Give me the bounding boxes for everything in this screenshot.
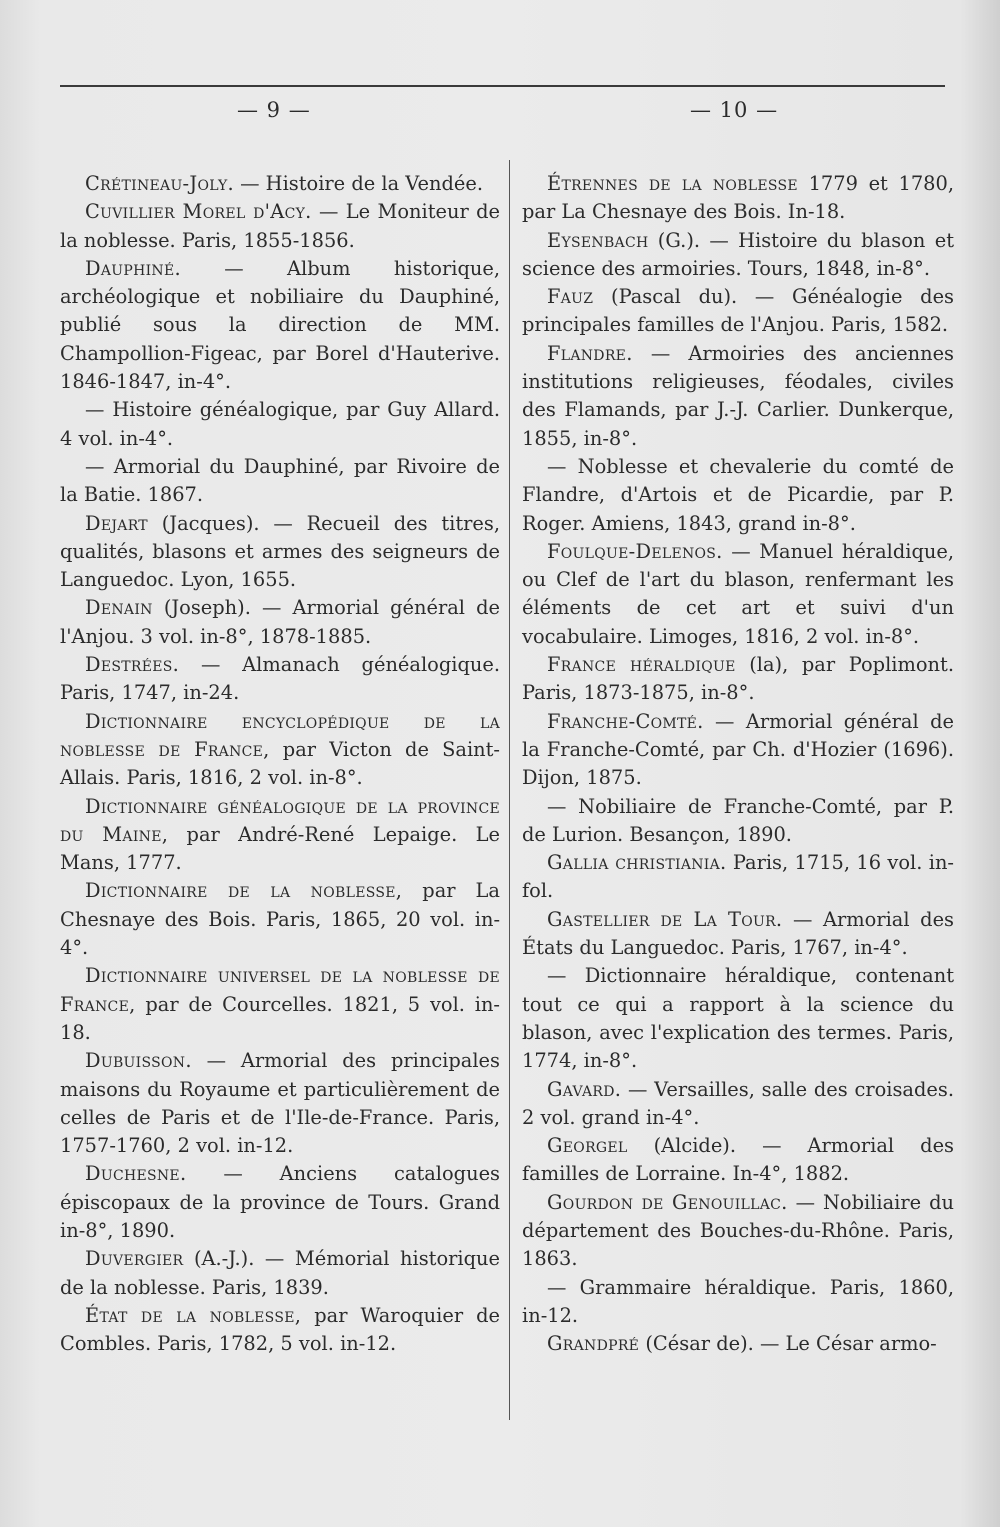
- bibliography-entry: [60, 877, 500, 962]
- bibliography-entry: [522, 453, 954, 538]
- entry-text: — Grammaire héraldique. Paris, 1860, in-12.: [522, 1275, 954, 1327]
- entry-text: (Joseph). — Armorial général de l'Anjou. 3 vol. in-8°, 1878-1885.: [60, 596, 500, 648]
- entry-text: — Armorial des États du Languedoc. Paris, 1767, in-4°.: [522, 907, 954, 960]
- bibliography-entry: [522, 651, 954, 708]
- entry-text: (Alcide). — Armorial des familles de Lorraine. In-4°, 1882.: [522, 1134, 954, 1186]
- bibliography-entry: [60, 1047, 500, 1160]
- bibliography-entry: [60, 651, 500, 708]
- entry-text: (G.). — Histoire du blason et science des armoiries. Tours, 1848, in-8°.: [522, 228, 954, 280]
- entry-heading: Gourdon de Genouillac.: [547, 1190, 788, 1214]
- entry-text: — Armorial général de la Franche-Comté, par Ch. d'Hozier (1696). Dijon, 1875.: [522, 709, 954, 790]
- entry-heading: Dejart: [85, 511, 148, 535]
- entry-heading: Cuvillier Morel d'Acy.: [85, 200, 312, 224]
- bibliography-entry: [522, 793, 954, 850]
- entry-text: — Nobiliaire de Franche-Comté, par P. de Lurion. Besançon, 1890.: [522, 794, 954, 846]
- entry-text: — Armorial du Dauphiné, par Rivoire de la Batie. 1867.: [60, 454, 500, 507]
- bibliography-entry: [60, 255, 500, 396]
- left-column: [60, 170, 500, 1358]
- entry-heading: Gastellier de La Tour.: [547, 907, 783, 931]
- entry-heading: Duchesne.: [85, 1162, 187, 1186]
- entry-heading: Dauphiné.: [85, 256, 181, 280]
- entry-heading: Gallia christiania.: [547, 851, 727, 875]
- entry-text: — Armoiries des anciennes institutions religieuses, féodales, civiles des Flamands, par J.-J. Carlier. Dunkerque, 1855, in-8°.: [522, 341, 954, 450]
- entry-text: par Victon de Saint-Allais. Paris, 1816, 2 vol. in-8°.: [60, 737, 500, 790]
- entry-heading: Dictionnaire de la noblesse,: [85, 879, 403, 903]
- entry-text: — Histoire de la Vendée.: [233, 172, 484, 195]
- entry-text: Paris, 1715, 16 vol. in-fol.: [522, 851, 954, 903]
- bibliography-entry: [522, 1076, 954, 1133]
- entry-text: — Noblesse et chevalerie du comté de Flandre, d'Artois et de Picardie, par P. Roger. Amiens, 1843, grand in-8°.: [522, 454, 954, 535]
- page-number-left: — 9 —: [237, 98, 311, 122]
- entry-heading: Duvergier: [85, 1247, 184, 1271]
- entry-text: (A.-J.). — Mémorial historique de la noblesse. Paris, 1839.: [60, 1247, 500, 1299]
- bibliography-entry: [522, 1189, 954, 1274]
- entry-text: par André-René Lepaige. Le Mans, 1777.: [60, 822, 500, 875]
- entry-heading: Flandre.: [547, 341, 633, 365]
- entry-heading: Franche-Comté.: [547, 709, 704, 733]
- entry-heading: Denain: [85, 596, 153, 620]
- bibliography-entry: [60, 962, 500, 1047]
- bibliography-entry: [522, 1330, 954, 1358]
- entry-text: — Album historique, archéologique et nobiliaire du Dauphiné, publié sous la direction de MM. Champollion-Figeac, par Borel d'Hauterive. 1846-1847, in-4°.: [60, 256, 500, 394]
- entry-text: (Jacques). — Recueil des titres, qualités, blasons et armes des seigneurs de Languedoc. Lyon, 1655.: [60, 511, 500, 592]
- bibliography-entry: [522, 283, 954, 340]
- bibliography-entry: [522, 538, 954, 651]
- entry-text: — Anciens catalogues épiscopaux de la province de Tours. Grand in-8°, 1890.: [60, 1162, 500, 1242]
- entry-text: par La Chesnaye des Bois. Paris, 1865, 20 vol. in-4°.: [60, 879, 500, 960]
- entry-heading: Destrées.: [85, 653, 180, 677]
- entry-heading: France héraldique: [547, 653, 736, 677]
- bibliography-entry: [522, 1274, 954, 1331]
- entry-text: — Almanach généalogique. Paris, 1747, in-24.: [60, 653, 500, 705]
- entry-text: (Pascal du). — Généalogie des principales familles de l'Anjou. Paris, 1582.: [522, 285, 954, 337]
- bibliography-entry: [60, 396, 500, 453]
- bibliography-entry: [60, 793, 500, 878]
- entry-heading: État de la noblesse,: [85, 1303, 302, 1327]
- bibliography-entry: [60, 510, 500, 595]
- bibliography-entry: [60, 594, 500, 651]
- bibliography-entry: [522, 1132, 954, 1189]
- bibliography-entry: [522, 227, 954, 284]
- bibliography-entry: [60, 170, 500, 198]
- top-rule: [60, 85, 945, 87]
- bibliography-entry: [522, 170, 954, 227]
- entry-heading: Dictionnaire universel de la noblesse de France,: [60, 964, 500, 1016]
- bibliography-entry: [522, 340, 954, 453]
- entry-text: 1779 et 1780, par La Chesnaye des Bois. In-18.: [522, 172, 954, 224]
- entry-text: (César de). — Le César armo-: [639, 1332, 937, 1356]
- bibliography-entry: [522, 962, 954, 1075]
- bibliography-entry: [60, 198, 500, 255]
- bibliography-entry: [60, 1245, 500, 1302]
- entry-heading: Étrennes de la noblesse: [547, 172, 798, 195]
- bibliography-entry: [60, 1160, 500, 1245]
- entry-text: — Versailles, salle des croisades. 2 vol. grand in-4°.: [522, 1077, 954, 1129]
- entry-text: — Nobiliaire du département des Bouches-du-Rhône. Paris, 1863.: [522, 1190, 954, 1271]
- entry-text: par Waroquier de Combles. Paris, 1782, 5 vol. in-12.: [60, 1303, 501, 1356]
- entry-text: — Histoire généalogique, par Guy Allard. 4 vol. in-4°.: [60, 398, 500, 450]
- column-divider: [509, 160, 510, 1420]
- entry-text: (la), par Poplimont. Paris, 1873-1875, in-8°.: [522, 653, 954, 705]
- entry-text: — Manuel héraldique, ou Clef de l'art du blason, renfermant les éléments de cet art et suivi d'un vocabulaire. Limoges, 1816, 2 vol. in-8°.: [522, 539, 954, 648]
- entry-heading: Dictionnaire généalogique de la province du Maine,: [60, 794, 500, 846]
- entry-text: — Armorial des principales maisons du Royaume et particulièrement de celles de Paris et de l'Ile-de-France. Paris, 1757-1760, 2 vol. in-12.: [60, 1049, 500, 1158]
- page-number-right: — 10 —: [690, 98, 779, 122]
- bibliography-entry: [60, 1302, 500, 1359]
- entry-heading: Eysenbach: [547, 228, 649, 252]
- right-column: [522, 170, 954, 1358]
- entry-heading: Foulque-Delenos.: [547, 539, 723, 563]
- entry-heading: Dubuisson.: [85, 1049, 192, 1073]
- entry-heading: Gavard.: [547, 1077, 622, 1101]
- entry-text: par de Courcelles. 1821, 5 vol. in-18.: [60, 992, 500, 1044]
- entry-heading: Grandpré: [547, 1332, 640, 1356]
- entry-heading: Fauz: [547, 285, 594, 309]
- bibliography-entry: [522, 849, 954, 906]
- entry-text: — Dictionnaire héraldique, contenant tout ce qui a rapport à la science du blason, avec l'explication des termes. Paris, 1774, in-8°.: [522, 964, 954, 1073]
- entry-heading: Crétineau-Joly.: [85, 172, 234, 195]
- entry-heading: Georgel: [547, 1134, 628, 1158]
- entry-heading: Dictionnaire encyclopédique de la noblesse de France,: [60, 709, 500, 761]
- bibliography-entry: [522, 906, 954, 963]
- bibliography-entry: [60, 453, 500, 510]
- bibliography-entry: [522, 708, 954, 793]
- entry-text: — Le Moniteur de la noblesse. Paris, 1855-1856.: [60, 200, 500, 252]
- bibliography-entry: [60, 708, 500, 793]
